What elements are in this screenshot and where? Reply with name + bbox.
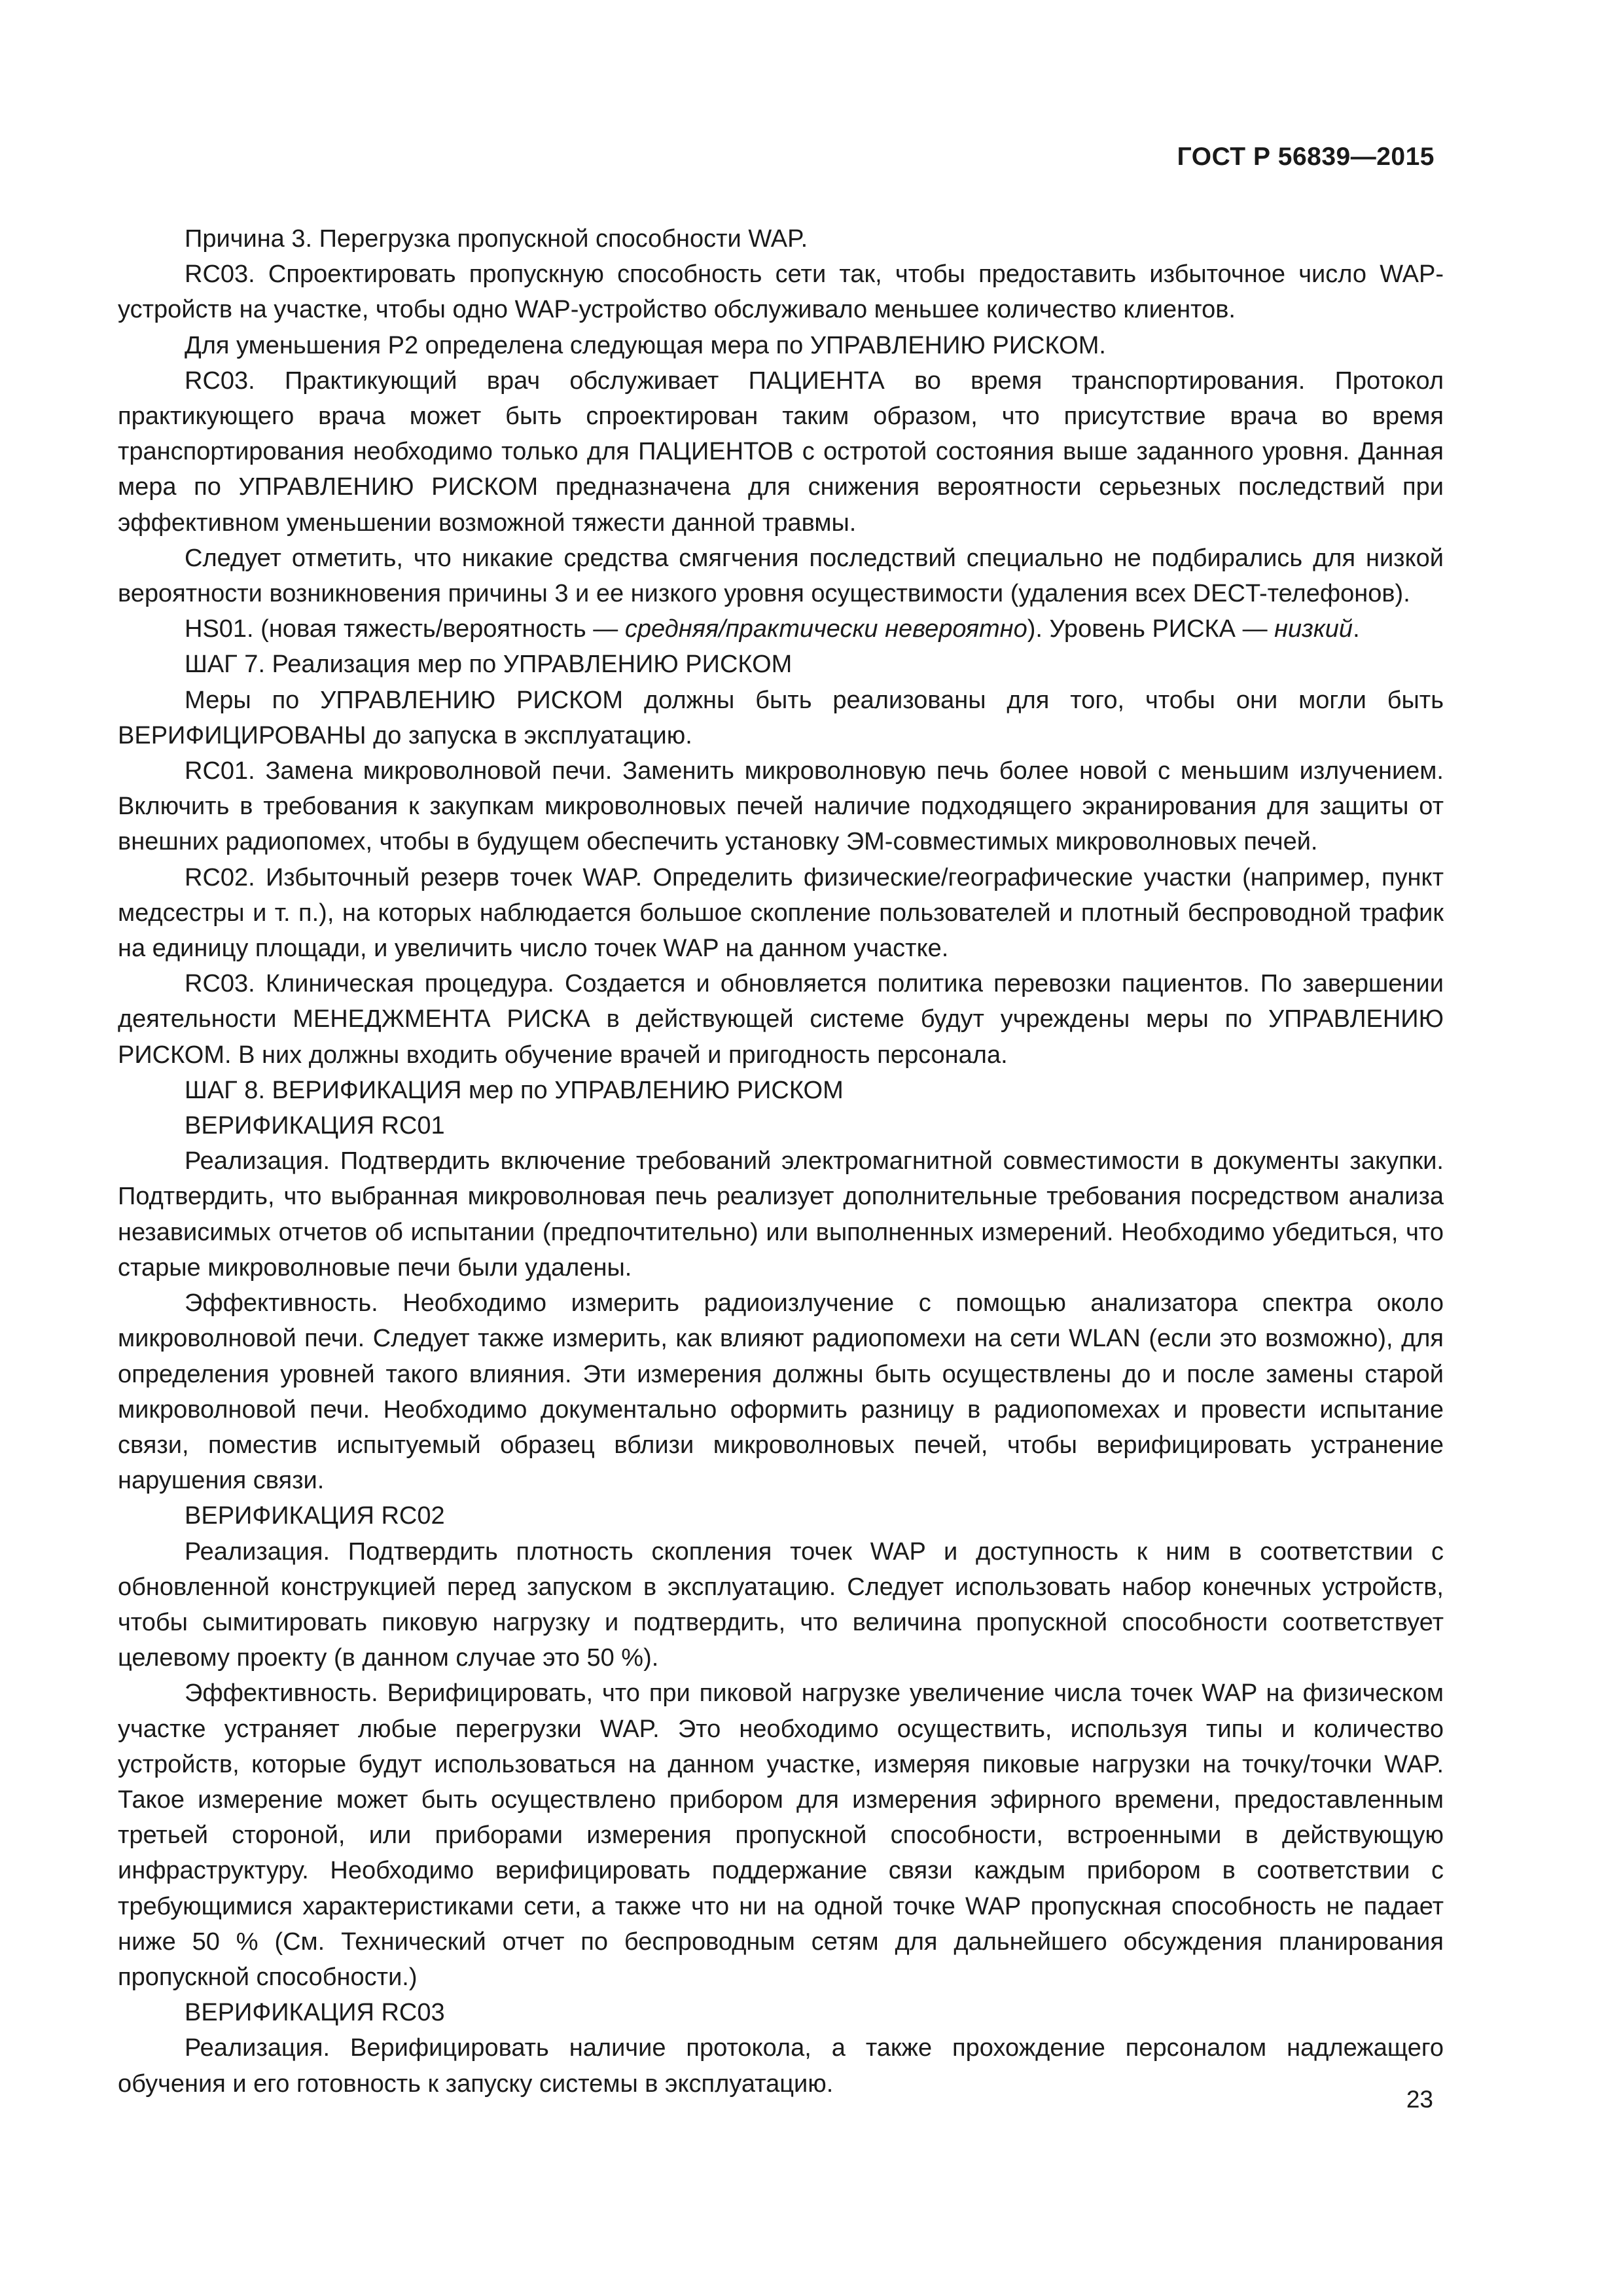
section-heading: ШАГ 7. Реализация мер по УПРАВЛЕНИЮ РИСКОМ (185, 651, 793, 679)
paragraph: RC03. Практикующий врач обслуживает ПАЦИЕНТА во время транспортирования. Протокол практикующего врача может быть спроектирован таким образом, что присутствие врача во время транспортирования необходимо только для ПАЦИЕНТОВ с остротой состояния выше заданного уровня. Данная мера по УПРАВЛЕНИЮ РИСКОМ предназначена для снижения вероятности серьезных последствий при эффективном уменьшении возможной тяжести данной травмы. (118, 367, 1444, 537)
hs01-severity-probability: средняя/практически невероятно (624, 615, 1027, 643)
subsection-heading: ВЕРИФИКАЦИЯ RC03 (185, 1999, 445, 2027)
document-body (118, 221, 1444, 2102)
paragraph: RC03. Спроектировать пропускную способность сети так, чтобы предоставить избыточное число WAP-устройств на участке, чтобы одно WAP-устройство обслуживало меньшее количество клиентов. (118, 260, 1444, 324)
paragraph: Причина 3. Перегрузка пропускной способности WAP. (185, 225, 808, 253)
paragraph: Реализация. Подтвердить плотность скопления точек WAP и доступность к ним в соответствии с обновленной конструкцией перед запуском в эксплуатацию. Следует использовать набор конечных устройств, чтобы сымитировать пиковую нагрузку и подтвердить, что величина пропускной способности соответствует целевому проекту (в данном случае это 50 %). (118, 1537, 1444, 1672)
document-code: ГОСТ Р 56839—2015 (1177, 143, 1435, 171)
hs01-risk-level: низкий (1274, 615, 1353, 643)
paragraph: Эффективность. Необходимо измерить радиоизлучение с помощью анализатора спектра около микроволновой печи. Следует также измерить, как влияют радиопомехи на сети WLAN (если это возможно), для определения уровней такого влияния. Эти измерения должны быть осуществлены до и после замены старой микроволновой печи. Необходимо документально оформить разницу в радиопомехах и провести испытание связи, поместив испытуемый образец вблизи микроволновых печей, чтобы верифицировать устранение нарушения связи. (118, 1289, 1444, 1495)
paragraph: Для уменьшения P2 определена следующая мера по УПРАВЛЕНИЮ РИСКОМ. (185, 331, 1106, 359)
hs01-middle: ). Уровень РИСКА — (1027, 615, 1275, 643)
hs01-suffix: . (1353, 615, 1360, 643)
paragraph: Эффективность. Верифицировать, что при пиковой нагрузке увеличение числа точек WAP на физическом участке устраняет любые перегрузки WAP. Это необходимо осуществить, используя типы и количество устройств, которые будут использоваться на данном участке, измеряя пиковые нагрузки на точку/точки WAP. Такое измерение может быть осуществлено прибором для измерения эфирного времени, предоставленным третьей стороной, или приборами измерения пропускной способности, встроенными в действующую инфраструктуру. Необходимо верифицировать поддержание связи каждым прибором в соответствии с требующимися характеристиками сети, а также что ни на одной точке WAP пропускная способность не падает ниже 50 % (См. Технический отчет по беспроводным сетям для дальнейшего обсуждения планирования пропускной способности.) (118, 1679, 1444, 1991)
paragraph: Реализация. Подтвердить включение требований электромагнитной совместимости в документы закупки. Подтвердить, что выбранная микроволновая печь реализует дополнительные требования посредством анализа независимых отчетов об испытании (предпочтительно) или выполненных измерений. Необходимо убедиться, что старые микроволновые печи были удалены. (118, 1147, 1444, 1282)
subsection-heading: ВЕРИФИКАЦИЯ RC02 (185, 1502, 445, 1530)
hs01-prefix: HS01. (новая тяжесть/вероятность — (185, 615, 625, 643)
subsection-heading: ВЕРИФИКАЦИЯ RC01 (185, 1112, 445, 1140)
paragraph: RC01. Замена микроволновой печи. Заменить микроволновую печь более новой с меньшим излучением. Включить в требования к закупкам микроволновых печей наличие подходящего экранирования для защиты от внешних радиопомех, чтобы в будущем обеспечить установку ЭМ-совместимых микроволновых печей. (118, 757, 1444, 856)
paragraph: Реализация. Верифицировать наличие протокола, а также прохождение персоналом надлежащего обучения и его готовность к запуску системы в эксплуатацию. (118, 2034, 1444, 2098)
paragraph: Следует отметить, что никакие средства смягчения последствий специально не подбирались для низкой вероятности возникновения причины 3 и ее низкого уровня осуществимости (удаления всех DECT-телефонов). (118, 544, 1444, 608)
section-heading: ШАГ 8. ВЕРИФИКАЦИЯ мер по УПРАВЛЕНИЮ РИСКОМ (185, 1076, 844, 1104)
paragraph: RC02. Избыточный резерв точек WAP. Определить физические/географические участки (например, пункт медсестры и т. п.), на которых наблюдается большое скопление пользователей и плотный беспроводной трафик на единицу площади, и увеличить число точек WAP на данном участке. (118, 863, 1444, 963)
page-number: 23 (1406, 2086, 1433, 2113)
paragraph: Меры по УПРАВЛЕНИЮ РИСКОМ должны быть реализованы для того, чтобы они могли быть ВЕРИФИЦИРОВАНЫ до запуска в эксплуатацию. (118, 686, 1444, 749)
paragraph: RC03. Клиническая процедура. Создается и обновляется политика перевозки пациентов. По завершении деятельности МЕНЕДЖМЕНТА РИСКА в действующей системе будут учреждены меры по УПРАВЛЕНИЮ РИСКОМ. В них должны входить обучение врачей и пригодность персонала. (118, 970, 1444, 1069)
hs01-paragraph (118, 611, 1444, 647)
